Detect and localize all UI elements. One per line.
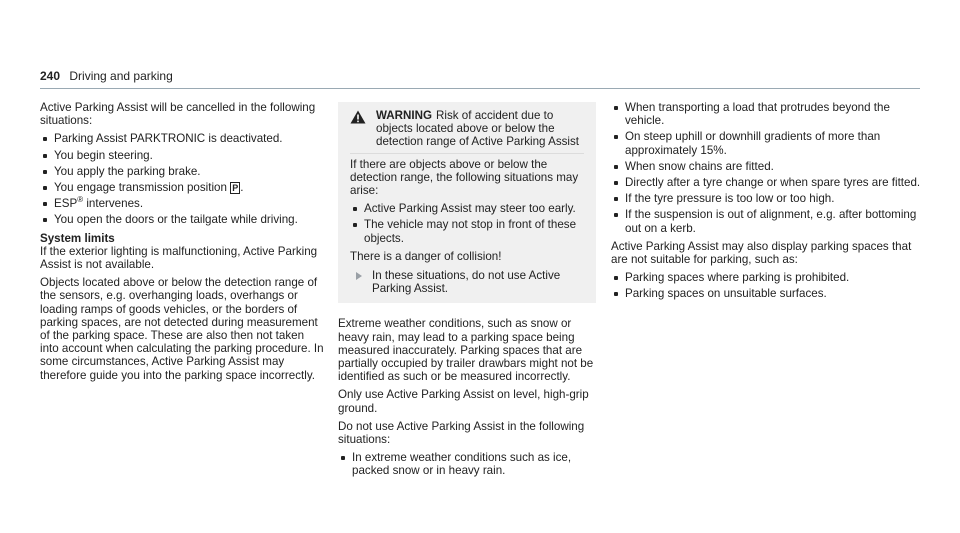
system-limits-paragraph: Objects located above or below the detection range of the sensors, e.g. overhanging loads, overhangs or loading ramps of goods vehicles, or the borders of parking spaces, are not detected during measurement of the parking space. These are also then not taken into account when calculating the parking procedure. In some circumstances, Active Parking Assist may therefore guide you into the parking space incorrectly. — [40, 276, 324, 382]
section-title: Driving and parking — [69, 69, 173, 83]
warning-triangle-icon — [350, 110, 366, 127]
system-limits-paragraph: If the exterior lighting is malfunctioning, Active Parking Assist is not available. — [40, 244, 318, 272]
warning-box — [338, 102, 596, 303]
list-item: Directly after a tyre change or when spare tyres are fitted. — [611, 176, 921, 189]
list-item: If the tyre pressure is too low or too high. — [611, 192, 921, 205]
list-item-esp — [40, 197, 325, 210]
list-item: Active Parking Assist may steer too early. — [350, 202, 584, 215]
column-middle — [338, 101, 596, 483]
registered-mark: ® — [77, 195, 84, 205]
warning-headline: Risk of accident due to objects located above or below the detection range of Active Parking Assist — [376, 109, 580, 149]
warning-body: If there are objects above or below the detection range, the following situations may arise: — [350, 157, 579, 198]
list-item: The vehicle may not stop in front of these objects. — [350, 218, 584, 244]
list-item: You open the doors or the tailgate while driving. — [40, 213, 325, 226]
esp-label: ESP — [54, 197, 78, 211]
warning-action-text: In these situations, do not use Active Parking Assist. — [372, 269, 561, 296]
list-item: Parking spaces on unsuitable surfaces. — [611, 287, 921, 300]
warning-header — [350, 109, 584, 149]
paragraph: Do not use Active Parking Assist in the following situations: — [338, 419, 585, 447]
page-header — [40, 70, 173, 83]
action-arrow-icon — [356, 272, 362, 280]
esp-rest: intervenes. — [83, 197, 144, 211]
cancel-intro: Active Parking Assist will be cancelled in the following situations: — [40, 101, 316, 128]
cancel-list — [40, 132, 325, 226]
list-item: If the suspension is out of alignment, e.g. after bottoming out on a kerb. — [611, 208, 921, 234]
list-item: When transporting a load that protrudes beyond the vehicle. — [611, 101, 921, 127]
warning-action — [350, 269, 584, 295]
warning-divider — [350, 153, 584, 154]
paragraph: Active Parking Assist may also display parking spaces that are not suitable for parking, such as: — [611, 239, 912, 267]
list-item: When snow chains are fitted. — [611, 160, 921, 173]
page-number: 240 — [40, 69, 61, 83]
paragraph: Extreme weather conditions, such as snow or heavy rain, may lead to a parking space being measured inaccurately. Parking spaces that are partially occupied by trailer drawbars might not be identified as such or be measured incorrectly. — [338, 317, 594, 384]
list-item: Parking Assist PARKTRONIC is deactivated. — [40, 132, 325, 145]
warning-danger: There is a danger of collision! — [350, 249, 502, 263]
warning-headline-block — [376, 109, 584, 149]
warning-list — [350, 202, 584, 245]
unsuitable-spaces-list — [611, 271, 921, 300]
situations-list-continued — [611, 101, 921, 235]
list-item-transmission: You engage transmission position P . — [40, 181, 325, 194]
situations-list — [338, 451, 596, 477]
paragraph: Only use Active Parking Assist on level, high-grip ground. — [338, 388, 589, 415]
list-item: Parking spaces where parking is prohibited. — [611, 271, 921, 284]
list-item: On steep uphill or downhill gradients of more than approximately 15%. — [611, 130, 921, 156]
warning-title: WARNING — [376, 109, 433, 122]
header-rule — [40, 88, 920, 89]
column-right — [611, 101, 921, 306]
list-item-text: You engage transmission position — [54, 181, 227, 195]
system-limits-heading: System limits — [40, 231, 115, 245]
list-item: You apply the parking brake. — [40, 165, 325, 178]
list-item: In extreme weather conditions such as ice, packed snow or in heavy rain. — [338, 451, 596, 477]
column-left — [40, 101, 325, 387]
list-item: You begin steering. — [40, 149, 325, 162]
park-position-symbol: P — [232, 183, 239, 194]
